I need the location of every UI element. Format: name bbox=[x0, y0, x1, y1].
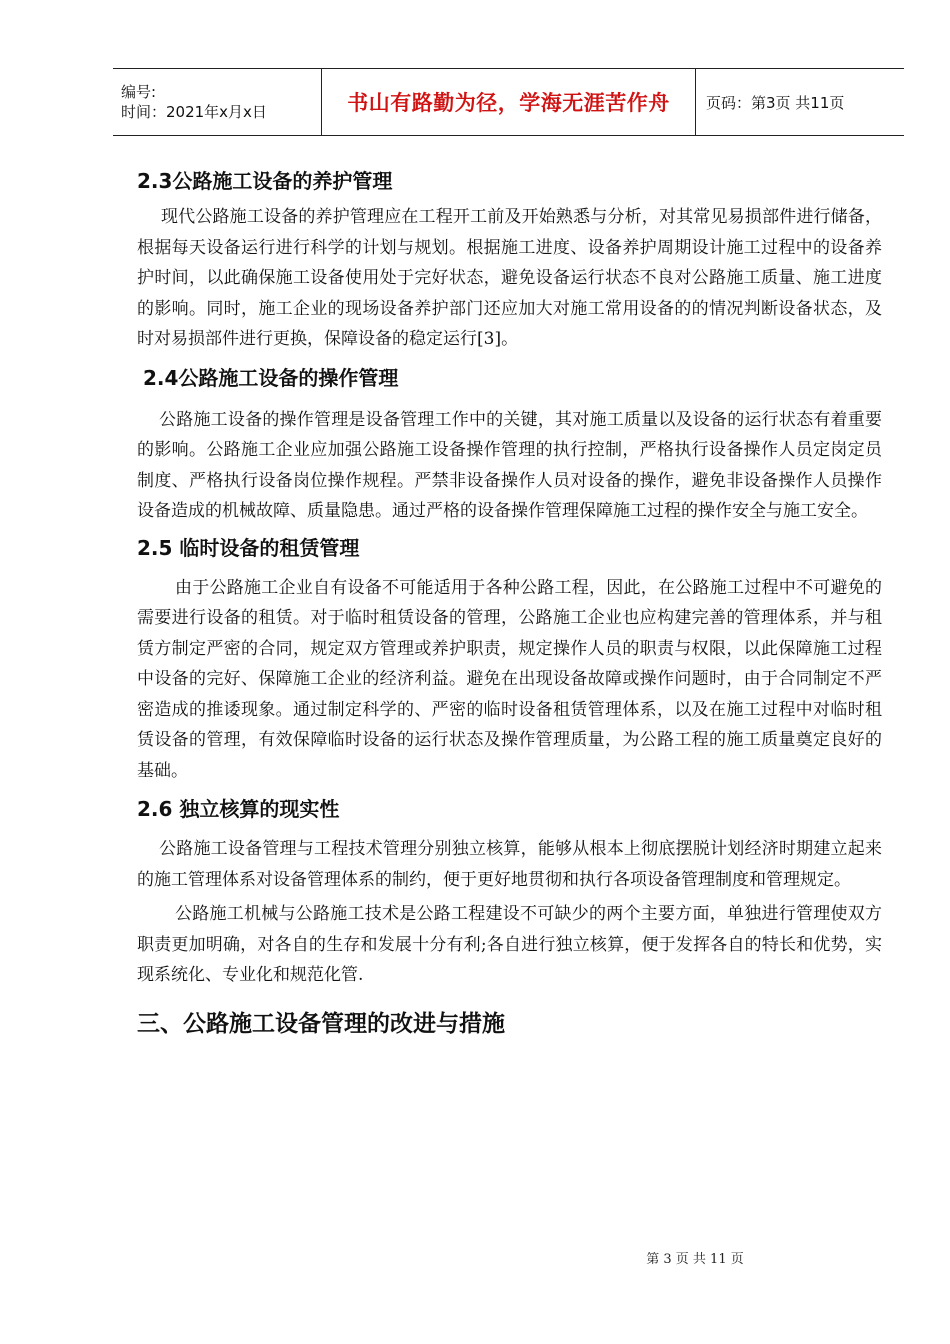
header-motto: 书山有路勤为径，学海无涯苦作舟 bbox=[322, 69, 696, 136]
section-2-4 bbox=[137, 365, 882, 527]
section-2-3 bbox=[137, 168, 882, 355]
section-2-6 bbox=[137, 796, 882, 991]
section-paragraph: 公路施工设备的操作管理是设备管理工作中的关键，其对施工质量以及设备的运行状态有着重要的影响。公路施工企业应加强公路施工设备操作管理的执行控制，严格执行设备操作人员定岗定员制度、严格执行设备岗位操作规程。严禁非设备操作人员对设备的操作，避免非设备操作人员操作设备造成的机械故障、质量隐患。通过严格的设备操作管理保障施工过程的操作安全与施工安全。 bbox=[137, 409, 882, 521]
page-header bbox=[113, 68, 904, 136]
document-body bbox=[137, 168, 882, 1039]
header-number-label: 编号: bbox=[121, 83, 157, 101]
section-paragraph: 由于公路施工企业自有设备不可能适用于各种公路工程，因此，在公路施工过程中不可避免的需要进行设备的租赁。对于临时租赁设备的管理，公路施工企业也应构建完善的管理体系，并与租赁方制定严密的合同，规定双方管理或养护职责，规定操作人员的职责与权限，以此保障施工过程中设备的完好、保障施工企业的经济利益。避免在出现设备故障或操作问题时，由于合同制定不严密造成的推诿现象。通过制定科学的、严密的临时设备租赁管理体系，以及在施工过程中对临时租赁设备的管理，有效保障临时设备的运行状态及操作管理质量，为公路工程的施工质量奠定良好的基础。 bbox=[137, 577, 882, 781]
section-paragraph: 现代公路施工设备的养护管理应在工程开工前及开始熟悉与分析，对其常见易损部件进行储备，根据每天设备运行进行科学的计划与规划。根据施工进度、设备养护周期设计施工过程中的设备养护时间，以此确保施工设备使用处于完好状态，避免设备运行状态不良对公路施工质量、施工进度的影响。同时，施工企业的现场设备养护部门还应加大对施工常用设备的的情况判断设备状态，及时对易损部件进行更换，保障设备的稳定运行[3]。 bbox=[137, 207, 882, 349]
chapter-heading: 三、公路施工设备管理的改进与措施 bbox=[137, 1010, 505, 1037]
section-heading: 2.3公路施工设备的养护管理 bbox=[137, 169, 393, 193]
header-info-cell bbox=[113, 69, 322, 136]
section-heading: 2.6 独立核算的现实性 bbox=[137, 797, 340, 821]
section-2-5 bbox=[137, 535, 882, 787]
header-time-label: 时间：2021年x月x日 bbox=[121, 103, 267, 121]
header-page-label: 页码：第3页 共11页 bbox=[696, 69, 905, 136]
section-paragraph: 公路施工机械与公路施工技术是公路工程建设不可缺少的两个主要方面，单独进行管理使双方职责更加明确，对各自的生存和发展十分有利;各自进行独立核算，便于发挥各自的特长和优势，实现系统化、专业化和规范化管. bbox=[137, 904, 882, 985]
section-paragraph: 公路施工设备管理与工程技术管理分别独立核算，能够从根本上彻底摆脱计划经济时期建立起来的施工管理体系对设备管理体系的制约，便于更好地贯彻和执行各项设备管理制度和管理规定。 bbox=[137, 839, 882, 890]
section-heading: 2.5 临时设备的租赁管理 bbox=[137, 535, 360, 560]
section-heading: 2.4公路施工设备的操作管理 bbox=[143, 365, 399, 390]
page-footer: 第 3 页 共 11 页 bbox=[646, 1252, 744, 1267]
